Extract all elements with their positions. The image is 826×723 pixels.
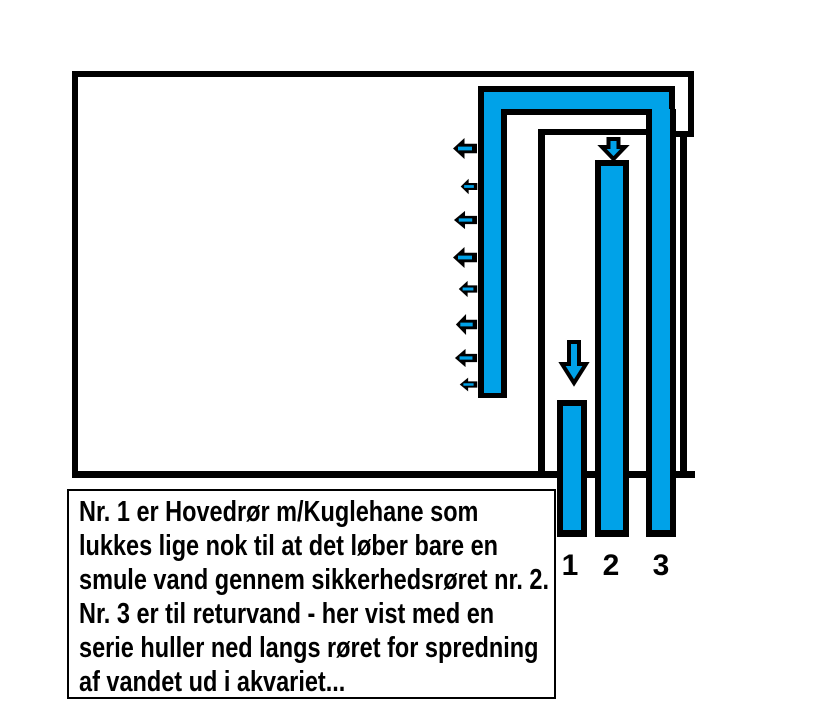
water-spray-left-arrow <box>458 280 478 298</box>
return-pipe-3 <box>646 109 676 537</box>
water-spray-left-arrow <box>452 137 478 160</box>
caption-line: smule vand gennem sikkerhedsrøret nr. 2. <box>79 564 549 596</box>
caption-line: lukkes lige nok til at det løber bare en <box>79 530 499 562</box>
caption-line: serie huller ned langs røret for spredning <box>79 632 539 664</box>
caption-line: Nr. 3 er til returvand - her vist med en <box>79 598 495 630</box>
water-spray-left-arrow <box>452 246 478 269</box>
safety-overflow-pipe-2 <box>595 160 629 537</box>
main-drain-pipe-1 <box>557 400 587 537</box>
tank-left-wall <box>72 71 78 478</box>
tank-top-wall <box>72 71 694 77</box>
spray-bar-pipe <box>478 109 507 398</box>
caption-line: Nr. 1 er Hovedrør m/Kuglehane som <box>79 496 479 528</box>
pipe-2-label: 2 <box>602 549 620 582</box>
overflow-chamber-left-wall <box>538 129 545 478</box>
water-spray-left-arrow <box>453 210 478 230</box>
overflow-chamber-right-wall <box>680 137 687 471</box>
water-inflow-down-arrow-1 <box>560 340 588 385</box>
tank-right-wall <box>688 71 694 137</box>
water-spray-left-arrow <box>460 178 478 195</box>
water-spray-left-arrow <box>459 377 478 392</box>
overflow-chamber-top-wall <box>538 129 648 135</box>
caption-line: af vandet ud i akvariet... <box>79 666 346 698</box>
water-spray-left-arrow <box>454 348 478 368</box>
water-spray-left-arrow <box>455 313 478 336</box>
caption-box <box>67 489 556 699</box>
water-inflow-down-arrow-2 <box>600 137 627 161</box>
pipe-3-label: 3 <box>652 549 670 582</box>
pipe-1-label: 1 <box>561 549 579 582</box>
